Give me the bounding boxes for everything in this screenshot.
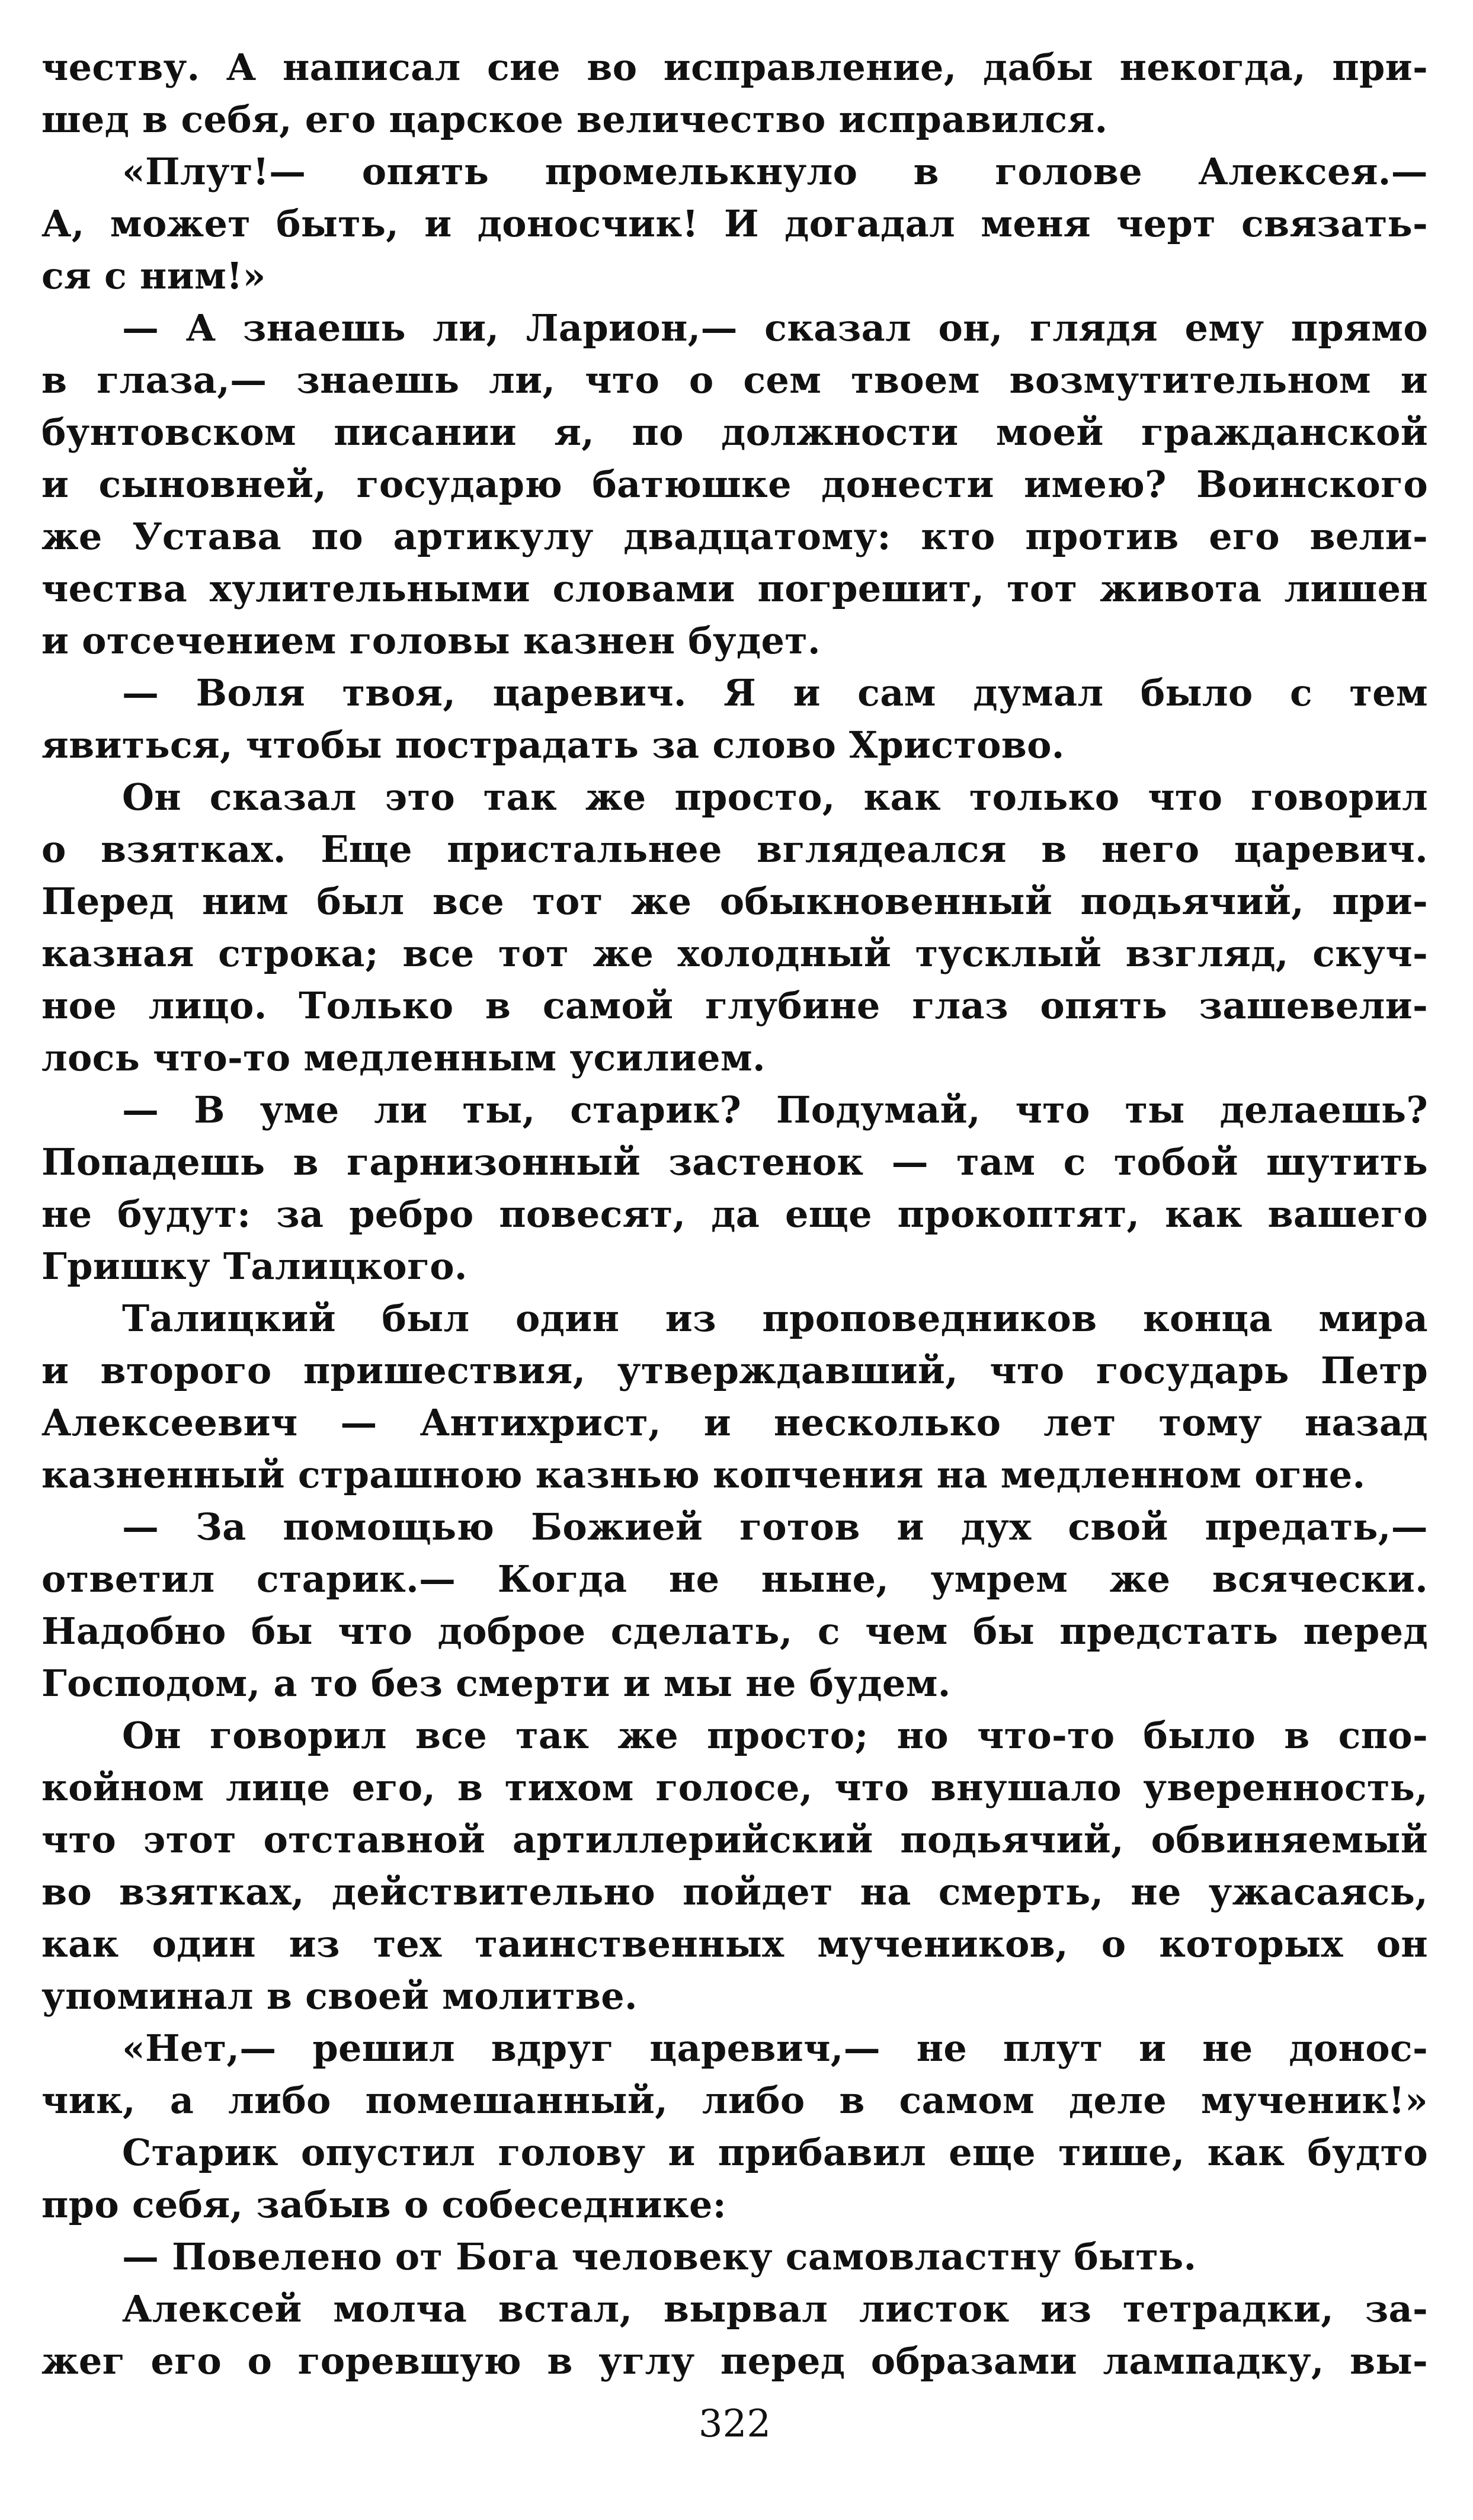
text-line: Алексеевич — Антихрист, и несколько лет тому назад (41, 1401, 1428, 1444)
text-line: же Устава по артикулу двадцатому: кто против его вели- (41, 515, 1428, 558)
text-line: Талицкий был один из проповедников конца мира (122, 1297, 1428, 1340)
text-line: как один из тех таинственных мучеников, о которых он (41, 1922, 1428, 1966)
page-number: 322 (698, 2402, 771, 2446)
text-line: — Воля твоя, царевич. Я и сам думал было с тем (122, 671, 1428, 714)
text-line: и второго пришествия, утверждавший, что государь Петр (41, 1349, 1428, 1392)
text-line: ответил старик.— Когда не ныне, умрем же всячески. (41, 1557, 1428, 1601)
text-line: койном лице его, в тихом голосе, что внушало уверенность, (41, 1766, 1428, 1809)
text-line: Перед ним был все тот же обыкновенный подьячий, при- (41, 880, 1428, 923)
text-line: ся с ним!» (41, 254, 266, 297)
text-line: во взятках, действительно пойдет на смерть, не ужасаясь, (41, 1870, 1428, 1913)
text-line: казненный страшною казнью копчения на медленном огне. (41, 1453, 1366, 1496)
text-line: Он говорил все так же просто; но что-то было в спо- (122, 1714, 1428, 1757)
text-line: и отсечением головы казнен будет. (41, 619, 821, 662)
text-line: чик, а либо помешанный, либо в самом деле мученик!» (41, 2079, 1428, 2122)
text-line: не будут: за ребро повесят, да еще прокоптят, как вашего (41, 1192, 1428, 1236)
text-line: жег его о горевшую в углу перед образами лампадку, вы- (41, 2339, 1428, 2383)
text-line: ное лицо. Только в самой глубине глаз опять зашевели- (41, 984, 1428, 1027)
text-line: Алексей молча встал, вырвал листок из тетрадки, за- (122, 2287, 1428, 2330)
text-line: упоминал в своей молитве. (41, 1974, 638, 2018)
text-line: что этот отставной артиллерийский подьячий, обвиняемый (41, 1818, 1428, 1861)
text-line: Старик опустил голову и прибавил еще тише, как будто (122, 2131, 1428, 2174)
text-line: в глаза,— знаешь ли, что о сем твоем возмутительном и (41, 358, 1428, 402)
text-line: А, может быть, и доносчик! И догадал меня черт связать- (41, 202, 1428, 245)
text-line: — В уме ли ты, старик? Подумай, что ты делаешь? (122, 1088, 1428, 1131)
text-line: честву. А написал сие во исправление, дабы некогда, при- (41, 46, 1428, 89)
text-line: «Нет,— решил вдруг царевич,— не плут и не донос- (122, 2027, 1428, 2070)
text-line: «Плут!— опять промелькнуло в голове Алексея.— (122, 150, 1428, 193)
text-line: Он сказал это так же просто, как только что говорил (122, 775, 1428, 819)
text-line: чества хулительными словами погрешит, тот живота лишен (41, 567, 1428, 610)
text-line: казная строка; все тот же холодный тусклый взгляд, скуч- (41, 932, 1428, 975)
text-line: — Повелено от Бога человеку самовластну быть. (122, 2235, 1197, 2278)
text-line: явиться, чтобы пострадать за слово Христово. (41, 723, 1065, 767)
text-line: лось что-то медленным усилием. (41, 1036, 766, 1079)
text-line: Попадешь в гарнизонный застенок — там с тобой шутить (41, 1140, 1428, 1184)
text-line: Гришку Талицкого. (41, 1245, 467, 1288)
text-line: Господом, а то без смерти и мы не будем. (41, 1662, 951, 1705)
book-page (41, 41, 1428, 2476)
text-line: про себя, забыв о собеседнике: (41, 2183, 726, 2226)
text-line: о взятках. Еще пристальнее вглядеался в него царевич. (41, 828, 1428, 871)
text-line: — А знаешь ли, Ларион,— сказал он, глядя ему прямо (122, 306, 1428, 350)
text-line: — За помощью Божией готов и дух свой предать,— (122, 1505, 1428, 1548)
text-line: и сыновней, государю батюшке донести имею? Воинского (41, 463, 1428, 506)
text-line: Надобно бы что доброе сделать, с чем бы предстать перед (41, 1610, 1428, 1653)
text-line: бунтовском писании я, по должности моей гражданской (41, 411, 1428, 454)
body-text (41, 41, 1428, 2387)
text-line: шед в себя, его царское величество исправился. (41, 98, 1108, 141)
